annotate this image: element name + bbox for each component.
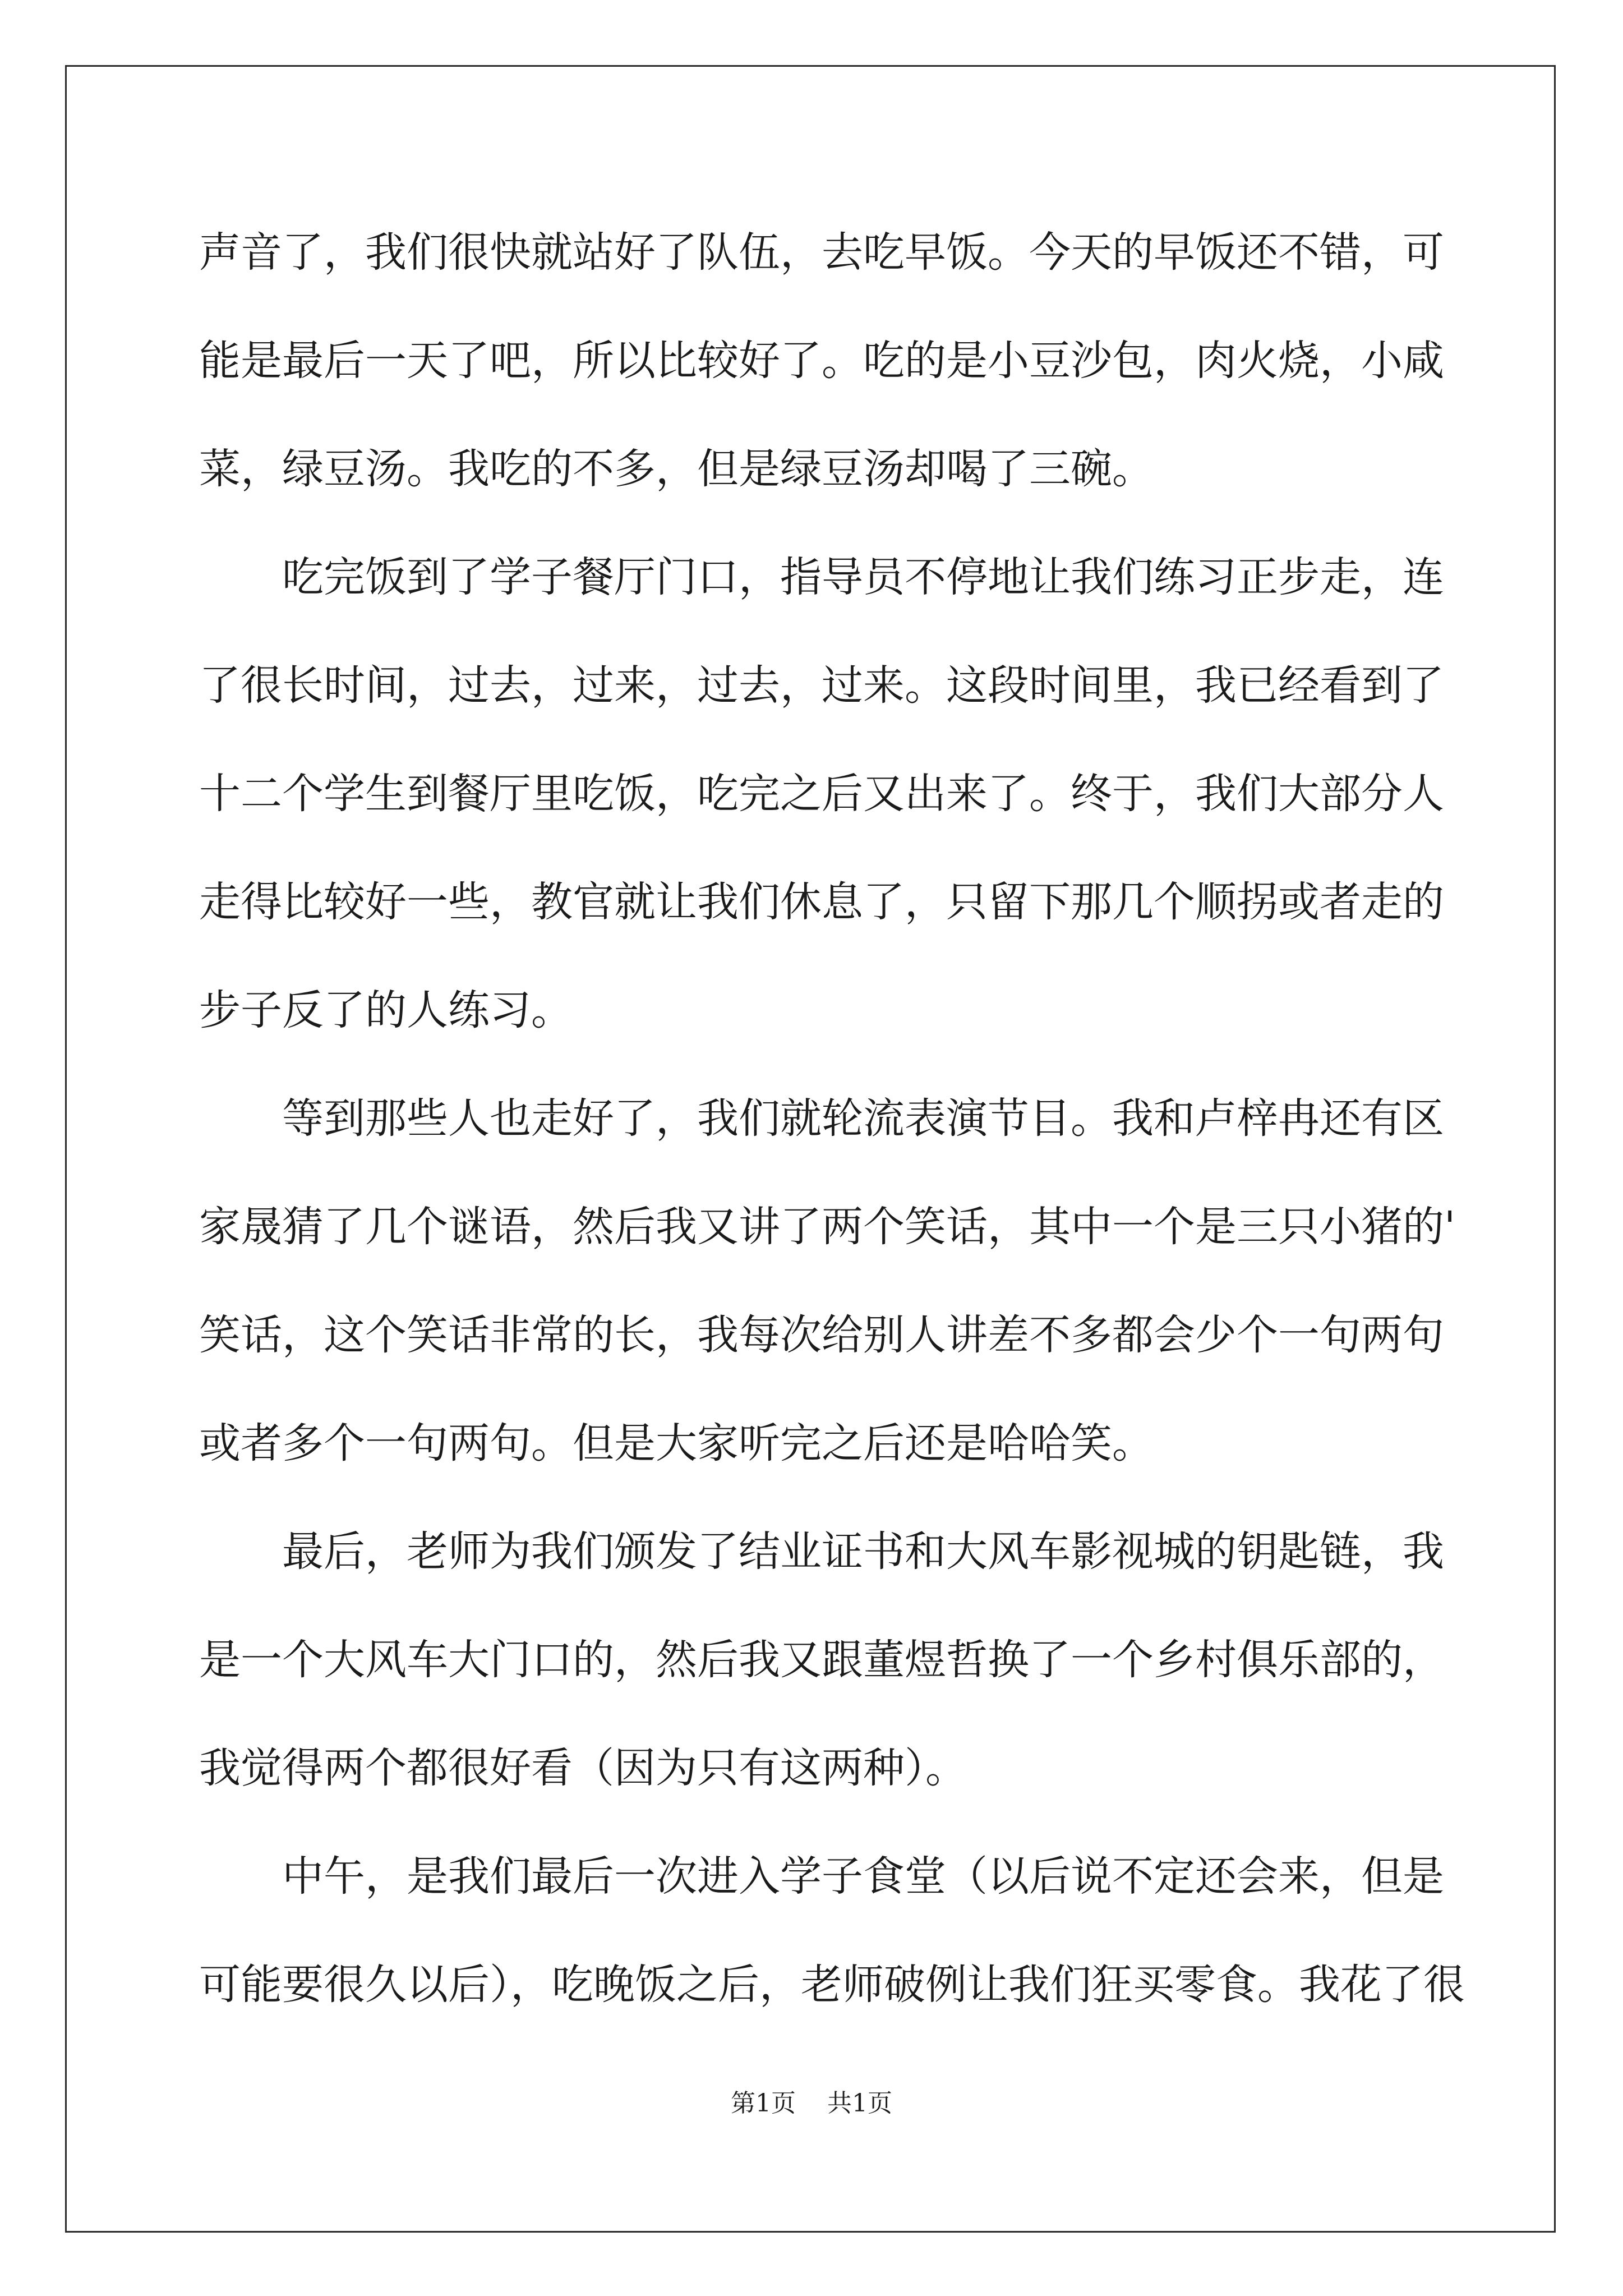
- text-line: 家晟猜了几个谜语，然后我又讲了两个笑话，其中一个是三只小猪的': [199, 1203, 1456, 1251]
- text-line: 或者多个一句两句。但是大家听完之后还是哈哈笑。: [199, 1419, 1154, 1467]
- text-line: 是一个大风车大门口的，然后我又跟董煜哲换了一个乡村俱乐部的，: [199, 1636, 1444, 1684]
- text-line: 可能要很久以后），吃晚饭之后，老师破例让我们狂买零食。我花了很: [199, 1961, 1465, 2009]
- document-body: [199, 210, 1465, 2051]
- text-line: 能是最后一天了吧，所以比较好了。吃的是小豆沙包，肉火烧，小咸: [199, 337, 1444, 385]
- text-line: 菜，绿豆汤。我吃的不多，但是绿豆汤却喝了三碗。: [199, 445, 1154, 493]
- paragraph-first-line: 等到那些人也走好了，我们就轮流表演节目。我和卢梓冉还有区: [282, 1094, 1444, 1143]
- text-line: 我觉得两个都很好看（因为只有这两种）。: [199, 1744, 967, 1792]
- text-line: 声音了，我们很快就站好了队伍，去吃早饭。今天的早饭还不错，可: [199, 228, 1444, 277]
- text-line: 笑话，这个笑话非常的长，我每次给别人讲差不多都会少个一句两句: [199, 1311, 1444, 1359]
- text-line: 步子反了的人练习。: [199, 986, 573, 1034]
- text-line: 十二个学生到餐厅里吃饭，吃完之后又出来了。终于，我们大部分人: [199, 770, 1444, 818]
- text-line: 了很长时间，过去，过来，过去，过来。这段时间里，我已经看到了: [199, 661, 1444, 710]
- page-number: 第1页 共1页: [731, 2089, 892, 2118]
- paragraph-first-line: 最后，老师为我们颁发了结业证书和大风车影视城的钥匙链，我: [282, 1527, 1444, 1576]
- text-line: 走得比较好一些，教官就让我们休息了，只留下那几个顺拐或者走的: [199, 878, 1444, 926]
- paragraph-first-line: 中午，是我们最后一次进入学子食堂（以后说不定还会来，但是: [282, 1852, 1444, 1901]
- paragraph-first-line: 吃完饭到了学子餐厅门口，指导员不停地让我们练习正步走，连: [282, 553, 1444, 601]
